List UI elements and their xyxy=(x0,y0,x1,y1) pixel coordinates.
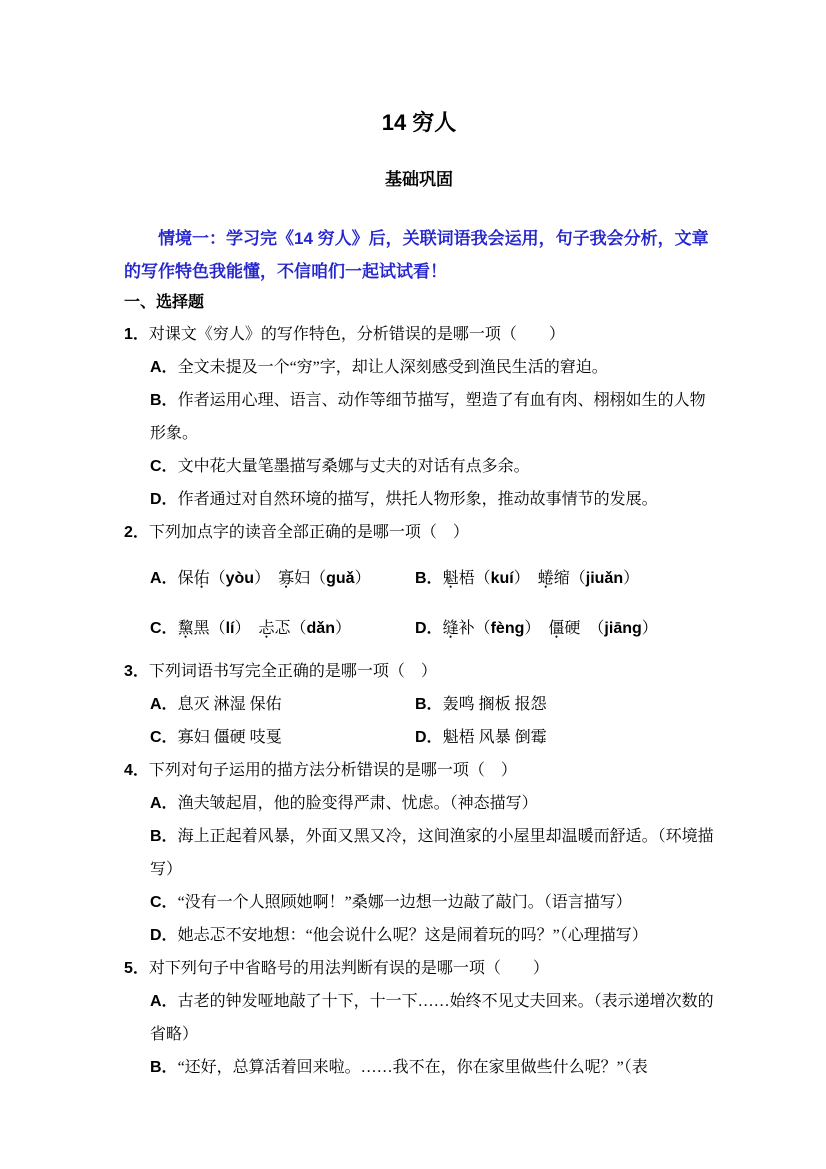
question-5 xyxy=(124,952,714,1084)
option xyxy=(150,787,714,820)
option-text: 古老的钟发哑地敲了十下，十一下……始终不见丈夫回来。（表示递增次数的省略） xyxy=(150,993,714,1043)
option-text: 全文未提及一个“穷”字，却让人深刻感受到渔民生活的窘迫。 xyxy=(177,359,608,376)
doc-subtitle: 基础巩固 xyxy=(385,170,453,189)
option-text: 保佑（yòu） 寡妇（guǎ） xyxy=(177,570,371,587)
doc-title: 14 穷人 xyxy=(381,110,457,135)
question-stem xyxy=(124,516,714,549)
option xyxy=(150,919,714,952)
option-label: D． xyxy=(150,927,178,944)
option-label: A． xyxy=(150,570,178,587)
option-label: B． xyxy=(415,696,443,713)
option xyxy=(150,1051,714,1084)
option-label: D． xyxy=(150,491,178,508)
option xyxy=(150,612,415,645)
option-text: 轰鸣 搁板 报怨 xyxy=(442,696,547,713)
option-label: C． xyxy=(150,620,178,637)
option-text: 魁梧 风暴 倒霉 xyxy=(442,729,547,746)
option-label: B． xyxy=(150,828,178,845)
option xyxy=(150,820,714,886)
question-2 xyxy=(124,516,714,645)
option-label: C． xyxy=(150,894,178,911)
question-text: 下列词语书写完全正确的是哪一项（ ） xyxy=(148,663,437,680)
option-label: B． xyxy=(415,570,443,587)
intro-line-2: 的写作特色我能懂，不信咱们一起试试看！ xyxy=(124,262,447,281)
question-3 xyxy=(124,655,714,754)
section-heading: 一、选择题 xyxy=(124,294,205,311)
option xyxy=(150,351,714,384)
question-stem xyxy=(124,318,714,351)
question-stem xyxy=(124,754,714,787)
option-text: “还好，总算活着回来啦。……我不在，你在家里做些什么呢？”（表 xyxy=(177,1059,648,1076)
option-text: 海上正起着风暴，外面又黑又冷，这间渔家的小屋里却温暖而舒适。（环境描写） xyxy=(150,828,714,878)
option-row xyxy=(124,688,714,721)
option xyxy=(150,562,415,595)
question-text: 下列对句子运用的描方法分析错误的是哪一项（ ） xyxy=(148,762,517,779)
option-text: 缝补（fèng） 僵硬 （jiāng） xyxy=(442,620,658,637)
option xyxy=(415,612,714,645)
option-row xyxy=(124,562,714,595)
question-1 xyxy=(124,318,714,516)
question-text: 对下列句子中省略号的用法判断有误的是哪一项（ ） xyxy=(148,960,549,977)
option-label: A． xyxy=(150,359,178,376)
option-text: 魁梧（kuí） 蜷缩（jiuǎn） xyxy=(442,570,640,587)
question-stem xyxy=(124,952,714,985)
intro-line-1: 情境一：学习完《14 穷人》后，关联词语我会运用，句子我会分析，文章 xyxy=(158,229,709,248)
option-text: 她忐忑不安地想：“他会说什么呢？这是闹着玩的吗？”（心理描写） xyxy=(177,927,648,944)
option-label: A． xyxy=(150,993,178,1010)
question-stem xyxy=(124,655,714,688)
option xyxy=(150,450,714,483)
option-row xyxy=(124,721,714,754)
question-number: 3． xyxy=(124,663,149,680)
option-text: 作者运用心理、语言、动作等细节描写，塑造了有血有肉、栩栩如生的人物形象。 xyxy=(150,392,706,442)
option-row xyxy=(124,612,714,645)
option-label: A． xyxy=(150,795,178,812)
question-4 xyxy=(124,754,714,952)
intro-paragraph xyxy=(124,222,714,288)
option-text: “没有一个人照顾她啊！”桑娜一边想一边敲了敲门。（语言描写） xyxy=(177,894,632,911)
option-label: C． xyxy=(150,458,178,475)
option xyxy=(150,985,714,1051)
option-text: 息灭 淋湿 保佑 xyxy=(177,696,282,713)
option-text: 黧黑（lí） 忐忑（dǎn） xyxy=(177,620,351,637)
option-label: C． xyxy=(150,729,178,746)
question-text: 对课文《穷人》的写作特色，分析错误的是哪一项（ ） xyxy=(148,326,565,343)
option-text: 作者通过对自然环境的描写，烘托人物形象，推动故事情节的发展。 xyxy=(177,491,658,508)
option-text: 渔夫皱起眉，他的脸变得严肃、忧虑。（神态描写） xyxy=(177,795,538,812)
question-number: 5． xyxy=(124,960,149,977)
option xyxy=(150,721,415,754)
option xyxy=(415,688,714,721)
option xyxy=(150,384,714,450)
option xyxy=(150,483,714,516)
question-number: 2． xyxy=(124,524,149,541)
option-text: 文中花大量笔墨描写桑娜与丈夫的对话有点多余。 xyxy=(177,458,530,475)
option xyxy=(415,721,714,754)
option xyxy=(150,886,714,919)
option xyxy=(415,562,714,595)
option xyxy=(150,688,415,721)
question-text: 下列加点字的读音全部正确的是哪一项（ ） xyxy=(148,524,469,541)
option-label: D． xyxy=(415,620,443,637)
question-number: 4． xyxy=(124,762,149,779)
option-label: B． xyxy=(150,1059,178,1076)
option-label: A． xyxy=(150,696,178,713)
option-label: D． xyxy=(415,729,443,746)
option-text: 寡妇 僵硬 吱戛 xyxy=(177,729,282,746)
question-number: 1． xyxy=(124,326,149,343)
option-label: B． xyxy=(150,392,178,409)
